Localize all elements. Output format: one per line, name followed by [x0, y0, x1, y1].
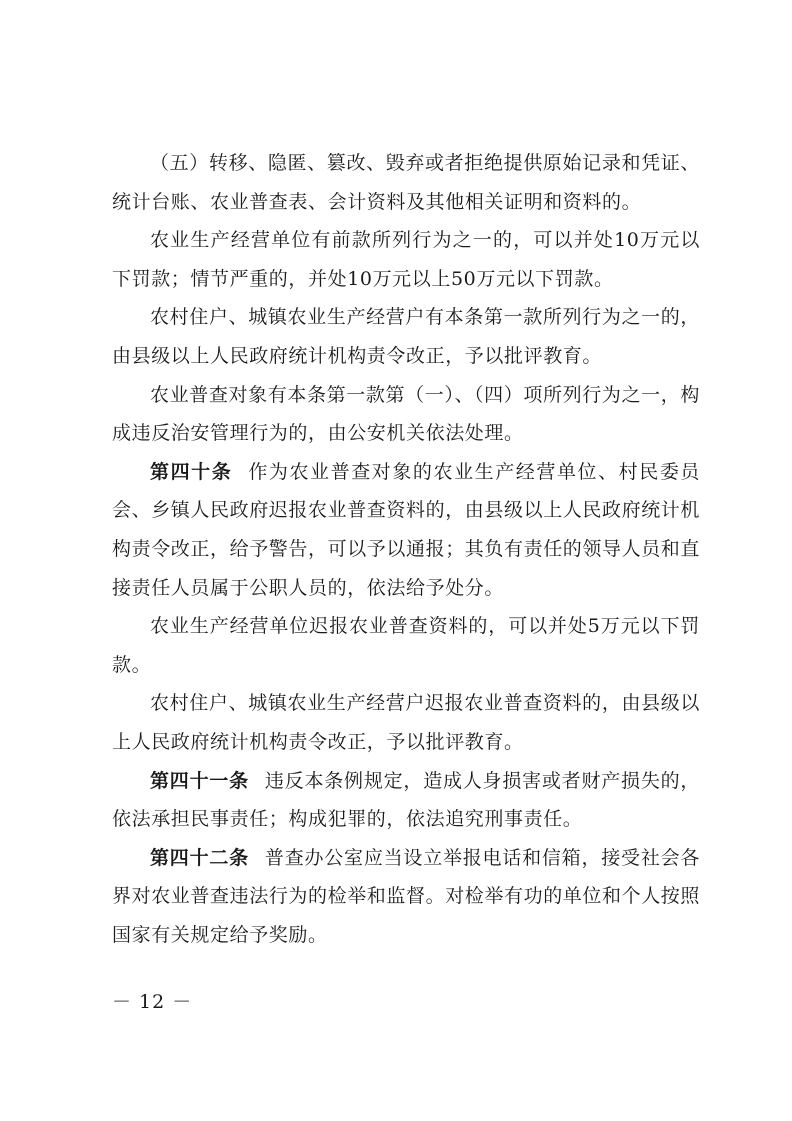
- paragraph-late-report-fine: [112, 607, 700, 684]
- article-number: 第四十一条: [150, 769, 249, 792]
- paragraph-public-security: [112, 376, 700, 453]
- article-42: [112, 839, 700, 955]
- paragraph-text: 农业生产经营单位有前款所列行为之一的，可以并处10万元以下罚款；情节严重的，并处10万元以上50万元以下罚款。: [112, 229, 700, 290]
- paragraph-text: （五）转移、隐匿、篡改、毁弃或者拒绝提供原始记录和凭证、统计台账、农业普查表、会计资料及其他相关证明和资料的。: [112, 152, 700, 213]
- paragraph-item-5: [112, 144, 700, 221]
- article-40: [112, 453, 700, 607]
- paragraph-text: 普查办公室应当设立举报电话和信箱，接受社会各界对农业普查违法行为的检举和监督。对检举有功的单位和个人按照国家有关规定给予奖励。: [112, 846, 701, 946]
- paragraph-late-report-household: [112, 684, 700, 761]
- paragraph-text: 农村住户、城镇农业生产经营户有本条第一款所列行为之一的，由县级以上人民政府统计机构责令改正，予以批评教育。: [112, 306, 700, 367]
- page-number: － 12 －: [112, 991, 193, 1013]
- paragraph-text: 农业普查对象有本条第一款第（一）、（四）项所列行为之一，构成违反治安管理行为的，由公安机关依法处理。: [112, 383, 700, 445]
- paragraph-household-education: [112, 298, 700, 375]
- paragraph-unit-penalty: [112, 221, 700, 298]
- article-41: [112, 762, 700, 839]
- paragraph-text: 农业生产经营单位迟报农业普查资料的，可以并处5万元以下罚款。: [112, 615, 700, 676]
- article-number: 第四十条: [150, 460, 233, 483]
- article-number: 第四十二条: [150, 846, 249, 869]
- paragraph-text: 违反本条例规定，造成人身损害或者财产损失的，依法承担民事责任；构成犯罪的，依法追究刑事责任。: [112, 769, 700, 831]
- document-body: [112, 144, 700, 954]
- paragraph-text: 作为农业普查对象的农业生产经营单位、村民委员会、乡镇人民政府迟报农业普查资料的，由县级以上人民政府统计机构责令改正，给予警告，可以予以通报；其负有责任的领导人员和直接责任人员属于公职人员的，依法给予处分。: [112, 460, 701, 599]
- paragraph-text: 农村住户、城镇农业生产经营户迟报农业普查资料的，由县级以上人民政府统计机构责令改正，予以批评教育。: [112, 692, 700, 753]
